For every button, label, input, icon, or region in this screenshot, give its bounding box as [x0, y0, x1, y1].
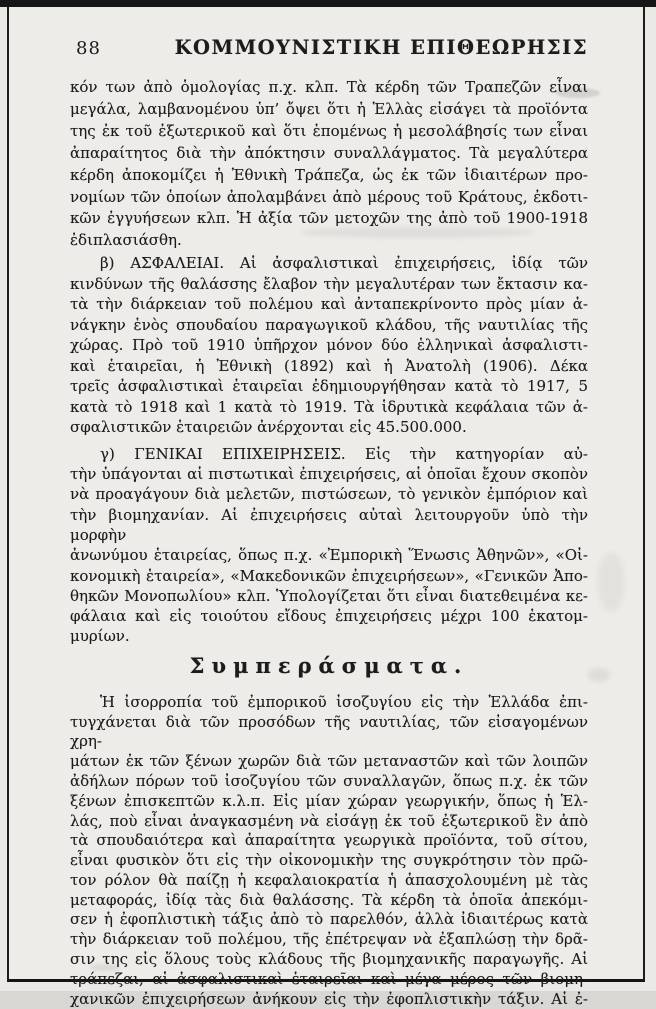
text-line: μάτων ἐκ τῶν ξένων χωρῶν διὰ τῶν μεταναστῶν καὶ τῶν λοιπῶν	[70, 752, 588, 771]
text-line: κονομικὴ ἑταιρεία», «Μακεδονικῶν ἐπιχειρήσεων», «Γενικῶν Ἀπο-	[70, 566, 588, 585]
paragraph	[70, 693, 588, 1009]
text-line: σεν ἡ ἐφοπλιστικὴ τάξις ἀπὸ τὸ παρελθόν, ἀλλὰ ἰδιαιτέρως κατὰ	[70, 910, 588, 929]
paragraph	[70, 77, 588, 252]
text-line: καὶ ἑταιρεῖαι, ἡ Ἐθνικὴ (1892) καὶ ἡ Ἀνατολὴ (1906). Δέκα	[70, 356, 588, 375]
text-line: τὰ σπουδαιότερα καὶ ἀπαραίτητα γεωργικὰ προϊόντα, τοῦ σίτου,	[70, 831, 588, 850]
page-number: 88	[76, 38, 101, 59]
text-line: γ) ΓΕΝΙΚΑΙ ΕΠΙΧΕΙΡΗΣΕΙΣ. Εἰς τὴν κατηγορίαν αὐ-	[100, 444, 588, 463]
text-line: μεγάλα, λαμβανομένου ὑπ’ ὄψει ὅτι ἡ Ἑλλὰς εἰσάγει τὰ προϊόντα	[70, 99, 588, 118]
text-line: β) ΑΣΦΑΛΕΙΑΙ. Αἱ ἀσφαλιστικαὶ ἐπιχειρήσεις, ἰδίᾳ τῶν	[100, 254, 588, 273]
text-line: φάλαια καὶ εἰς τοιούτου εἴδους ἐπιχειρήσεις μέχρι 100 ἑκατομ-	[70, 607, 588, 626]
journal-title: ΚΟΜΜΟΥΝΙΣΤΙΚΗ ΕΠΙΘΕΩΡΗΣΙΣ	[174, 36, 588, 59]
text-line: τὰ τὴν διάρκειαν τοῦ πολέμου καὶ ἀνταπεκρίνοντο πρὸς μίαν ἀ-	[70, 295, 588, 314]
text-line: τρεῖς ἀσφαλιστικαὶ ἑταιρεῖαι ἐδημιουργήθησαν κατὰ τὸ 1917, 5	[70, 377, 588, 396]
page-body	[70, 77, 588, 1009]
text-line: νὰ προαγάγουν διὰ μελετῶν, πιστώσεων, τὸ γενικὸν ἐμπόριον καὶ	[70, 485, 588, 504]
text-line: κῶν ἐγγυήσεων κλπ. Ἡ ἀξία τῶν μετοχῶν της ἀπὸ τοῦ 1900-1918	[70, 209, 588, 228]
text-line: κέρδη ἀποκομίζει ἡ Ἐθνικὴ Τράπεζα, ὡς ἐκ τῶν ἰδιαιτέρων προ-	[70, 165, 588, 184]
text-column	[70, 36, 588, 1009]
paragraph	[70, 444, 588, 647]
text-line: σφαλιστικῶν ἑταιρειῶν ἀνέρχονται εἰς 45.500.000.	[70, 418, 467, 437]
text-line: χώρας. Πρὸ τοῦ 1910 ὑπῆρχον μόνον δύο ἑλληνικαὶ ἀσφαλιστι-	[70, 336, 588, 355]
text-line: της ἐκ τοῦ ἐξωτερικοῦ καὶ ὅτι ἑπομένως ἡ μεσολάβησίς των εἶναι	[70, 121, 588, 140]
text-line: ἀδήλων πόρων τοῦ ἰσοζυγίου τῶν συναλλαγῶν, ὅπως π.χ. ἐκ τῶν	[70, 771, 588, 790]
text-line: τὴν ὑπάγονται αἱ πιστωτικαὶ ἐπιχειρήσεις, αἱ ὁποῖαι ἔχουν σκοπὸν	[70, 465, 588, 484]
text-line: ἐδιπλασιάσθη.	[70, 231, 182, 250]
text-line: τον ρόλον θὰ παίζῃ ἡ κεφαλαιοκρατία ἡ ἀπασχολουμένη μὲ τὰς	[70, 870, 588, 889]
text-line: ἀνωνύμου ἑταιρείας, ὅπως π.χ. «Ἐμπορικὴ Ἕνωσις Ἀθηνῶν», «Οἰ-	[70, 546, 588, 565]
text-line: σιν της εἰς ὅλους τοὺς κλάδους τῆς βιομηχανικῆς παραγωγῆς. Αἱ	[70, 950, 588, 969]
text-line: κόν των ἀπὸ ὁμολογίας π.χ. κλπ. Τὰ κέρδη τῶν Τραπεζῶν εἶναι	[70, 78, 588, 96]
text-line: τὴν διάρκειαν τοῦ πολέμου, τῆς ἐπέτρεψαν νὰ ἐξαπλώσῃ τὴν δρᾶ-	[70, 930, 588, 949]
text-line: ἀπαραίτητος διὰ τὴν ἀπόκτησιν συναλλάγματος. Τὰ μεγαλύτερα	[70, 143, 588, 162]
paragraph	[70, 253, 588, 438]
text-line: κατὰ τὸ 1918 καὶ 1 κατὰ τὸ 1919. Τὰ ἱδρυτικὰ κεφάλαια τῶν ἀ-	[70, 397, 588, 416]
text-line: λάς, ποὺ εἶναι ἀναγκασμένη νὰ εἰσάγῃ ἐκ τοῦ ἐξωτερικοῦ ἓν ἀπὸ	[70, 811, 588, 830]
text-line: νομίων τῶν ὁποίων ἀπολαμβάνει ἀπὸ μέρους τοῦ Κράτους, ἐκδοτι-	[70, 187, 588, 206]
text-line: κινδύνων τῆς θαλάσσης ἔλαβον τὴν μεγαλυτέραν των ἔκτασιν κα-	[70, 274, 588, 293]
text-line: θηκῶν Μονοπωλίου» κλπ. Ὑπολογίζεται ὅτι εἶναι διατεθειμένα κε-	[70, 586, 588, 605]
text-line: νάγκην ἑνὸς σπουδαίου παραγωγικοῦ κλάδου, τῆς ναυτιλίας τῆς	[70, 315, 588, 334]
page-header	[70, 36, 588, 59]
text-line: μυρίων.	[70, 627, 130, 646]
text-line: ξένων ἐπισκεπτῶν κ.λ.π. Εἰς μίαν χώραν γεωργικήν, ὅπως ἡ Ἑλ-	[70, 791, 588, 810]
text-line: μεταφοράς, ἰδίᾳ τὰς διὰ θαλάσσης. Τὰ κέρδη τὰ ὁποῖα ἀπεκόμι-	[70, 890, 588, 909]
text-line: τράπεζαι, αἱ ἀσφαλιστικαὶ ἑταιρεῖαι καὶ μέγα μέρος τῶν βιομη-	[70, 969, 588, 988]
text-line: χανικῶν ἐπιχειρήσεων ἀνήκουν εἰς τὴν ἐφοπλιστικὴν τάξιν. Αἱ ἐ-	[70, 989, 588, 1008]
text-line: εἶναι φυσικὸν ὅτι εἰς τὴν οἰκονομικὴν της συγκρότησιν τὸν πρῶ-	[70, 851, 588, 870]
section-heading: Συμπεράσματα.	[189, 652, 469, 678]
text-line: τυγχάνεται διὰ τῶν προσόδων τῆς ναυτιλίας, τῶν εἰσαγομένων χρη-	[70, 712, 588, 751]
text-line: Ἡ ἰσορροπία τοῦ ἐμπορικοῦ ἰσοζυγίου εἰς τὴν Ἑλλάδα ἐπι-	[100, 692, 588, 711]
text-line: τὴν βιομηχανίαν. Αἱ ἐπιχειρήσεις αὐταὶ λειτουργοῦν ὑπὸ τὴν μορφὴν	[70, 505, 588, 544]
